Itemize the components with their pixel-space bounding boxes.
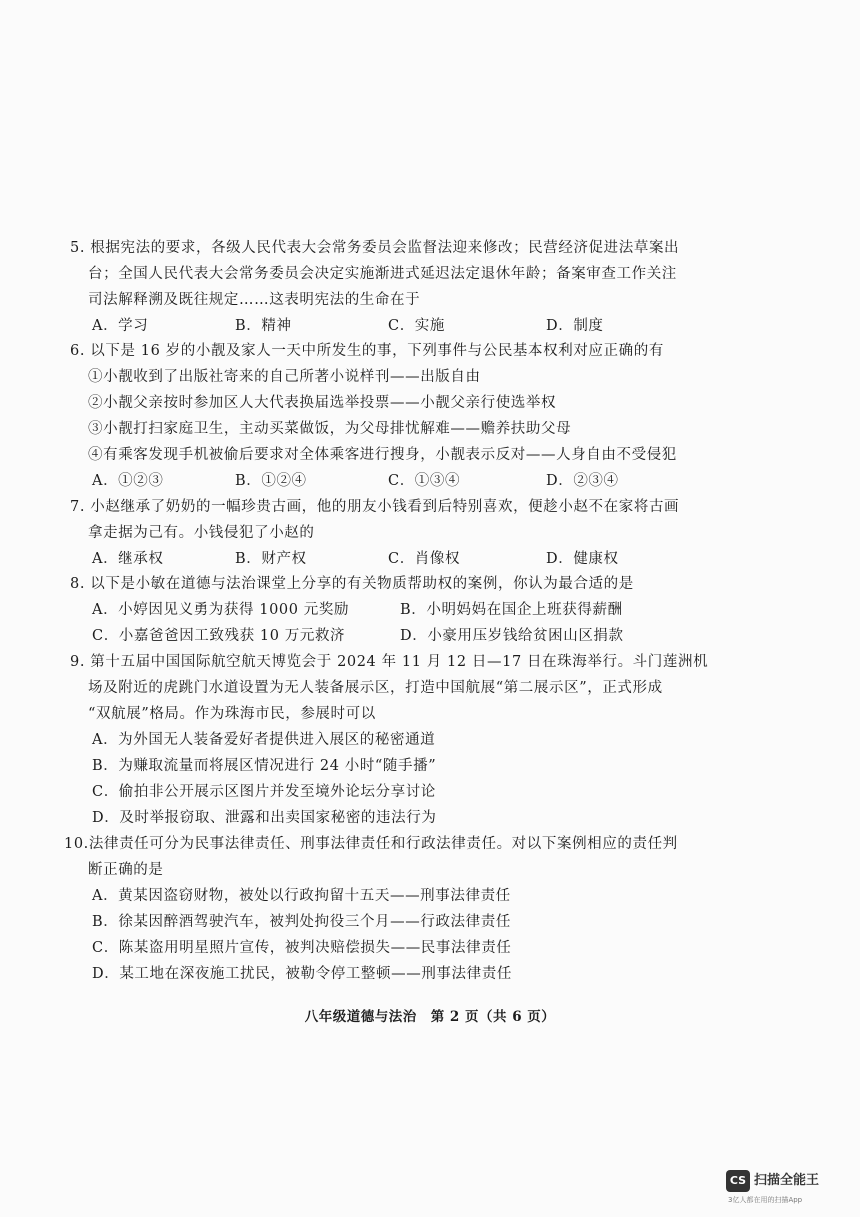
question-8-line-1 — [70, 574, 634, 594]
question-6-item-1: ①小靓收到了出版社寄来的自己所著小说样刊——出版自由 — [88, 369, 481, 385]
question-5-line-1 — [70, 238, 679, 258]
question-text: 法律责任可分为民事法律责任、刑事法律责任和行政法律责任。对以下案例相应的责任判 — [88, 836, 678, 852]
question-number: 9. — [70, 654, 86, 670]
question-8-option-a: A．小婷因见义勇为获得 1000 元奖励 — [92, 602, 350, 618]
question-6-option-a: A．①②③ — [92, 473, 164, 489]
question-5-option-b: B．精神 — [235, 318, 292, 334]
question-10-option-d: D．某工地在深夜施工扰民，被勒令停工整顿——刑事法律责任 — [92, 966, 512, 982]
question-7-option-c: C．肖像权 — [388, 551, 461, 567]
camscanner-logo-icon: CS — [726, 1170, 750, 1192]
watermark-name: 扫描全能王 — [754, 1173, 820, 1188]
question-text: 根据宪法的要求，各级人民代表大会常务委员会监督法迎来修改；民营经济促进法草案出 — [90, 240, 680, 256]
page-footer: 八年级道德与法治 第 2 页（共 6 页） — [304, 1009, 556, 1025]
question-number: 5. — [70, 240, 86, 256]
question-6-line-1 — [70, 341, 664, 361]
question-5-line-3: 司法解释溯及既往规定……这表明宪法的生命在于 — [88, 292, 421, 308]
question-9-option-a: A．为外国无人装备爱好者提供进入展区的秘密通道 — [92, 732, 436, 748]
question-number: 10. — [64, 836, 89, 852]
question-9-option-d: D．及时举报窃取、泄露和出卖国家秘密的违法行为 — [92, 810, 437, 826]
question-7-option-d: D．健康权 — [546, 551, 619, 567]
question-10-option-a: A．黄某因盗窃财物，被处以行政拘留十五天——刑事法律责任 — [92, 888, 511, 904]
question-9-line-2: 场及附近的虎跳门水道设置为无人装备展示区，打造中国航展“第二展示区”，正式形成 — [88, 680, 663, 696]
question-9-option-b: B．为赚取流量而将展区情况进行 24 小时“随手播” — [92, 758, 437, 774]
question-9-option-c: C．偷拍非公开展示区图片并发至境外论坛分享讨论 — [92, 784, 436, 800]
question-10-line-1 — [64, 834, 678, 854]
question-number: 7. — [70, 499, 86, 515]
question-7-option-a: A．继承权 — [92, 551, 164, 567]
question-10-option-c: C．陈某盗用明星照片宣传，被判决赔偿损失——民事法律责任 — [92, 940, 512, 956]
watermark-subtitle: 3亿人都在用的扫描App — [728, 1196, 803, 1204]
question-8-option-b: B．小明妈妈在国企上班获得薪酬 — [400, 602, 623, 618]
question-7-line-2: 拿走据为己有。小钱侵犯了小赵的 — [88, 525, 315, 541]
question-number: 6. — [70, 343, 86, 359]
question-9-line-1 — [70, 652, 708, 672]
question-8-option-d: D．小豪用压岁钱给贫困山区捐款 — [400, 628, 624, 644]
question-6-item-2: ②小靓父亲按时参加区人大代表换届选举投票——小靓父亲行使选举权 — [88, 395, 557, 411]
question-5-option-d: D．制度 — [546, 318, 604, 334]
question-10-line-2: 断正确的是 — [88, 862, 164, 878]
question-text: 小赵继承了奶奶的一幅珍贵古画，他的朋友小钱看到后特别喜欢，便趁小赵不在家将古画 — [90, 499, 680, 515]
question-5-option-a: A．学习 — [92, 318, 149, 334]
question-10-option-b: B．徐某因醉酒驾驶汽车，被判处拘役三个月——行政法律责任 — [92, 914, 511, 930]
question-6-item-3: ③小靓打扫家庭卫生，主动买菜做饭，为父母排忧解难——赡养扶助父母 — [88, 421, 572, 437]
question-6-option-d: D．②③④ — [546, 473, 619, 489]
question-9-line-3: “双航展”格局。作为珠海市民，参展时可以 — [88, 706, 376, 722]
question-7-option-b: B．财产权 — [235, 551, 307, 567]
question-6-item-4: ④有乘客发现手机被偷后要求对全体乘客进行搜身，小靓表示反对——人身自由不受侵犯 — [88, 447, 677, 463]
question-7-line-1 — [70, 497, 679, 517]
question-text: 第十五届中国国际航空航天博览会于 2024 年 11 月 12 日—17 日在珠海举行。斗门莲洲机 — [90, 654, 709, 670]
question-text: 以下是 16 岁的小靓及家人一天中所发生的事，下列事件与公民基本权利对应正确的有 — [90, 343, 664, 359]
scanner-watermark — [726, 1168, 846, 1212]
question-5-option-c: C．实施 — [388, 318, 445, 334]
question-number: 8. — [70, 576, 86, 592]
question-text: 以下是小敏在道德与法治课堂上分享的有关物质帮助权的案例，你认为最合适的是 — [90, 576, 634, 592]
question-6-option-b: B．①②④ — [235, 473, 307, 489]
question-5-line-2: 台；全国人民代表大会常务委员会决定实施渐进式延迟法定退休年龄；备案审查工作关注 — [88, 266, 677, 282]
question-6-option-c: C．①③④ — [388, 473, 461, 489]
question-8-option-c: C．小嘉爸爸因工致残获 10 万元救济 — [92, 628, 346, 644]
